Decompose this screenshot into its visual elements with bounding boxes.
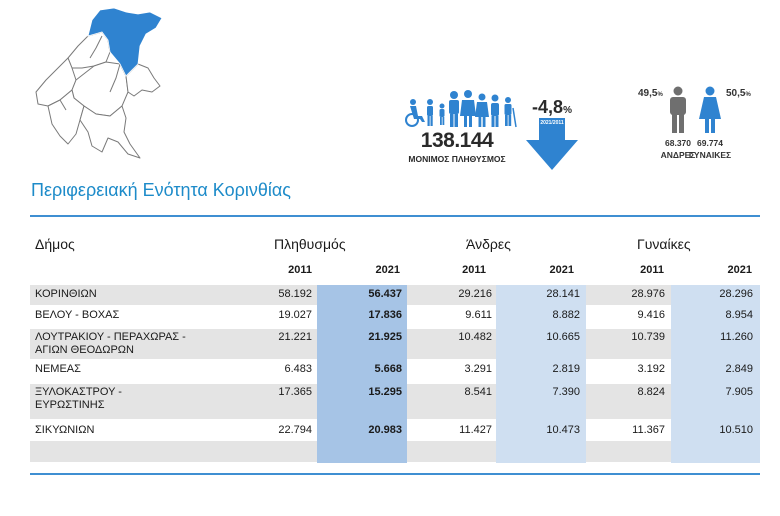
year-header: 2011 <box>462 264 486 276</box>
municipality-name-line: ΝΕΜΕΑΣ <box>35 363 81 375</box>
table-cell: 29.216 <box>458 288 492 300</box>
table-cell: 21.925 <box>368 331 402 343</box>
header-population: Πληθυσμός <box>274 236 346 252</box>
table-cell: 28.296 <box>719 288 753 300</box>
women-percent: 50,5% <box>726 88 751 99</box>
table-cell: 8.954 <box>725 309 753 321</box>
table-cell: 17.365 <box>278 386 312 398</box>
header-municipality: Δήμος <box>35 236 75 252</box>
men-percent: 49,5% <box>638 88 663 99</box>
table-cell: 10.510 <box>719 424 753 436</box>
down-arrow-icon <box>524 118 580 172</box>
table-cell: 19.027 <box>278 309 312 321</box>
municipality-name-line: ΛΟΥΤΡΑΚΙΟΥ - ΠΕΡΑΧΩΡΑΣ - <box>35 331 186 343</box>
municipality-name-line: ΑΓΙΩΝ ΘΕΟΔΩΡΩΝ <box>35 344 134 356</box>
municipality-name <box>35 309 235 322</box>
table-cell: 17.836 <box>368 309 402 321</box>
municipality-name <box>35 363 235 376</box>
year-header: 2021 <box>375 264 400 276</box>
table-cell: 10.482 <box>458 331 492 343</box>
men-count: 68.370 <box>665 138 691 148</box>
table-cell: 28.141 <box>546 288 580 300</box>
table-cell: 3.291 <box>464 363 492 375</box>
municipality-name <box>35 331 235 357</box>
year-header: 2021 <box>549 264 574 276</box>
table-cell: 21.221 <box>278 331 312 343</box>
municipality-name <box>35 288 235 301</box>
population-total: 138.144 <box>420 129 494 152</box>
man-icon <box>666 86 690 134</box>
women-count: 69.774 <box>697 138 723 148</box>
region-title: Περιφερειακή Ενότητα Κορινθίας <box>31 180 291 200</box>
header-men: Άνδρες <box>466 236 511 252</box>
peloponnese-map <box>30 6 190 168</box>
year-header: 2021 <box>727 264 752 276</box>
municipality-name-line: ΞΥΛΟΚΑΣΤΡΟΥ - <box>35 386 122 398</box>
table-cell: 22.794 <box>278 424 312 436</box>
table-cell: 7.905 <box>725 386 753 398</box>
table-cell: 5.668 <box>374 363 402 375</box>
men-label: ΑΝΔΡΕΣ <box>660 150 696 160</box>
municipality-name-line: ΣΙΚΥΩΝΙΩΝ <box>35 424 95 436</box>
change-years: 2021/2011 <box>540 120 564 126</box>
change-percent: -4,8% <box>532 97 572 117</box>
table-cell: 20.983 <box>368 424 402 436</box>
table-cell: 8.541 <box>464 386 492 398</box>
table-cell: 10.665 <box>546 331 580 343</box>
header-women: Γυναίκες <box>637 236 691 252</box>
municipality-name <box>35 386 235 412</box>
table-cell: 56.437 <box>368 288 402 300</box>
table-cell: 9.611 <box>465 309 492 321</box>
table-cell: 9.416 <box>637 309 665 321</box>
table-cell: 15.295 <box>368 386 402 398</box>
population-label: ΜΟΝΙΜΟΣ ΠΛΗΘΥΣΜΟΣ <box>408 154 506 164</box>
table-cell: 10.739 <box>631 331 665 343</box>
woman-icon <box>697 86 723 134</box>
table-cell: 7.390 <box>552 386 580 398</box>
table-cell: 3.192 <box>637 363 665 375</box>
table-cell: 11.367 <box>632 424 665 436</box>
year-header: 2011 <box>640 264 664 276</box>
municipality-name-line: ΕΥΡΩΣΤΙΝΗΣ <box>35 399 105 411</box>
table-cell: 6.483 <box>284 363 312 375</box>
table-cell: 8.824 <box>637 386 665 398</box>
population-change <box>523 92 581 172</box>
bottom-divider <box>30 473 760 475</box>
table-cell: 11.427 <box>459 424 492 436</box>
table-cell: 10.473 <box>546 424 580 436</box>
municipality-name-line: ΒΕΛΟΥ - ΒΟΧΑΣ <box>35 309 120 321</box>
table-cell: 28.976 <box>631 288 665 300</box>
women-label: ΓΥΝΑΙΚΕΣ <box>688 150 732 160</box>
year-header: 2011 <box>288 264 312 276</box>
municipality-name <box>35 424 235 437</box>
table-cell: 11.260 <box>720 331 753 343</box>
table-cell: 8.882 <box>552 309 580 321</box>
table-cell: 2.819 <box>552 363 580 375</box>
title-divider <box>30 215 760 217</box>
table-cell: 58.192 <box>278 288 312 300</box>
municipality-name-line: ΚΟΡΙΝΘΙΩΝ <box>35 288 97 300</box>
table-cell: 2.849 <box>725 363 753 375</box>
family-icon <box>402 88 518 128</box>
